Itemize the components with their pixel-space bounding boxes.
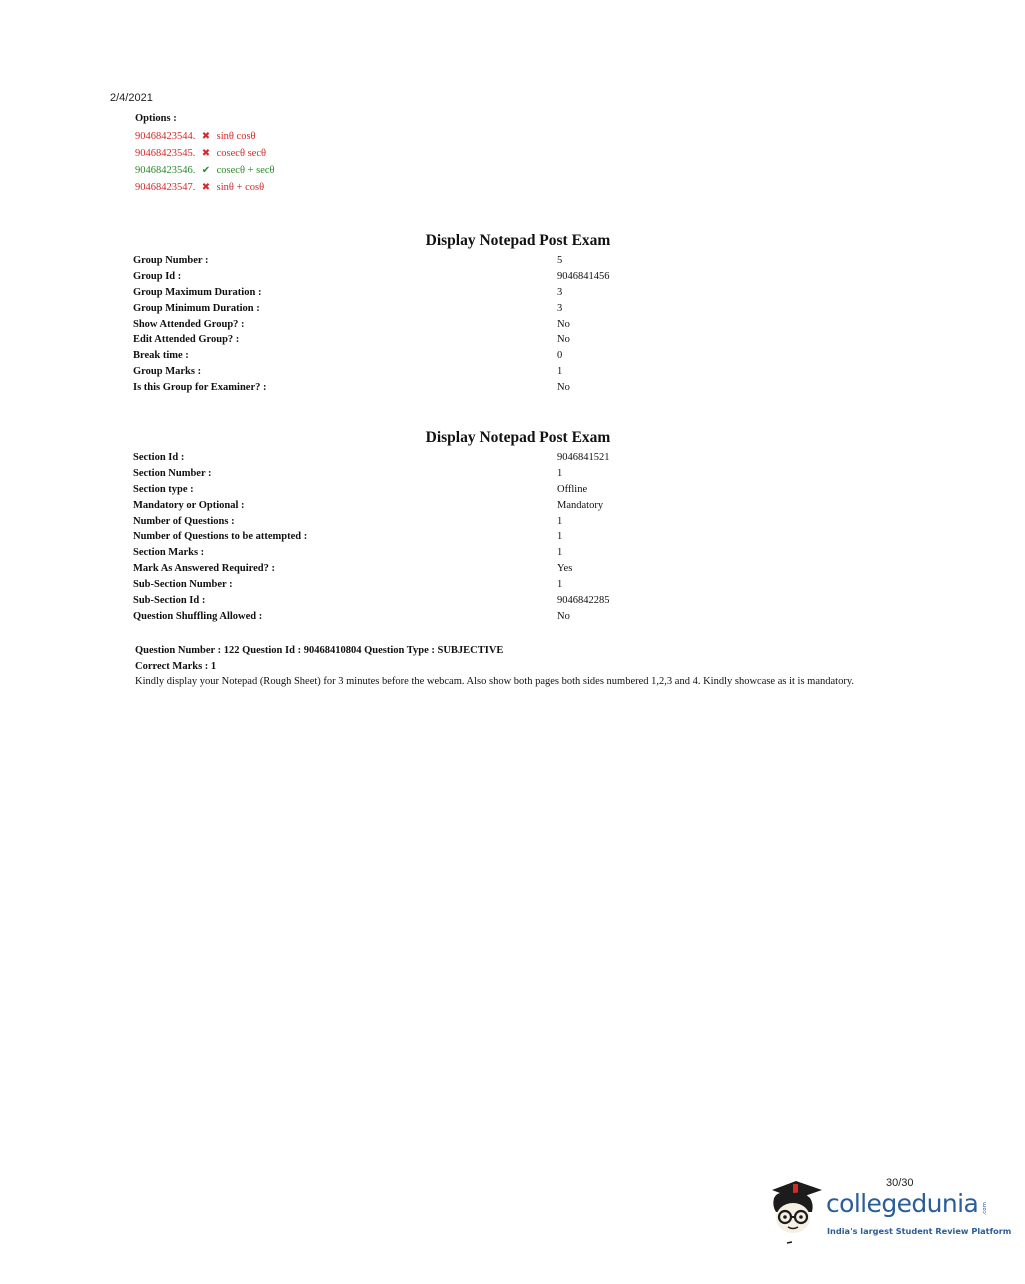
section-details <box>133 450 610 625</box>
options-heading: Options : <box>135 113 177 124</box>
section-row <box>133 561 573 577</box>
cross-icon: ✖ <box>201 148 211 159</box>
section-row <box>133 529 563 545</box>
group-label: Edit Attended Group? : <box>133 334 240 346</box>
section-row <box>133 577 563 593</box>
option-id: 90468423546. <box>135 165 196 176</box>
section-row <box>133 593 610 609</box>
group-row <box>133 253 563 269</box>
section-value: Yes <box>557 563 573 575</box>
section-label: Mark As Answered Required? : <box>133 563 275 575</box>
section-label: Section Marks : <box>133 547 205 559</box>
option-id: 90468423544. <box>135 131 196 142</box>
section-label: Sub-Section Id : <box>133 595 206 607</box>
section-title: Display Notepad Post Exam <box>425 429 611 446</box>
question-text: Kindly display your Notepad (Rough Sheet) for 3 minutes before the webcam. Also show both pages both sides numbered 1,2,3 and 4. Kindly showcase as it is mandatory. <box>135 676 855 687</box>
question-header: Question Number : 122 Question Id : 90468410804 Question Type : SUBJECTIVE <box>135 645 504 656</box>
question-block <box>135 643 880 688</box>
mascot-icon <box>766 1176 828 1248</box>
option-text: cosecθ secθ <box>216 148 267 159</box>
group-value: 9046841456 <box>557 270 610 282</box>
group-value: No <box>557 334 570 346</box>
brand-suffix: .com <box>982 1202 988 1216</box>
group-value: 3 <box>557 302 563 314</box>
section-value: 9046842285 <box>557 595 610 607</box>
group-details <box>133 253 610 396</box>
section-row <box>133 609 570 625</box>
section-value: 1 <box>557 467 563 479</box>
option-text: sinθ + cosθ <box>216 182 265 193</box>
group-row <box>133 317 570 333</box>
group-row <box>133 380 570 396</box>
option-item <box>135 145 275 162</box>
check-icon: ✔ <box>201 165 211 176</box>
group-value: No <box>557 382 570 394</box>
section-label: Section Id : <box>133 452 185 463</box>
section-value: 9046841521 <box>557 452 610 463</box>
section-label: Section Number : <box>133 467 212 479</box>
option-id: 90468423545. <box>135 148 196 159</box>
section-row <box>133 498 604 514</box>
options-block <box>135 113 275 196</box>
group-title: Display Notepad Post Exam <box>425 232 611 249</box>
group-row <box>133 285 563 301</box>
group-label: Group Id : <box>133 270 182 282</box>
group-row <box>133 269 610 285</box>
group-row <box>133 301 563 317</box>
section-row <box>133 545 563 561</box>
section-label: Section type : <box>133 483 194 495</box>
group-row <box>133 332 570 348</box>
group-row <box>133 364 563 380</box>
question-marks: Correct Marks : 1 <box>135 661 217 672</box>
group-label: Group Number : <box>133 255 209 266</box>
section-value: 1 <box>557 531 563 543</box>
group-label: Show Attended Group? : <box>133 318 245 330</box>
section-label: Question Shuffling Allowed : <box>133 610 263 622</box>
group-row <box>133 348 563 364</box>
group-label: Group Minimum Duration : <box>133 302 260 314</box>
section-value: 1 <box>557 547 563 559</box>
brand-tagline: India's largest Student Review Platform <box>827 1226 1012 1236</box>
section-row <box>133 514 563 530</box>
section-value: Mandatory <box>557 499 604 511</box>
option-item <box>135 179 275 196</box>
cross-icon: ✖ <box>201 131 211 142</box>
option-text: cosecθ + secθ <box>216 165 275 176</box>
section-value: 1 <box>557 579 563 591</box>
group-label: Is this Group for Examiner? : <box>133 382 267 394</box>
group-value: 5 <box>557 255 563 266</box>
section-value: Offline <box>557 483 588 495</box>
section-value: 1 <box>557 515 563 527</box>
section-value: No <box>557 610 570 622</box>
collegedunia-logo <box>766 1176 1012 1248</box>
option-item <box>135 128 275 145</box>
section-row <box>133 466 563 482</box>
group-label: Group Maximum Duration : <box>133 286 262 298</box>
section-row <box>133 450 610 466</box>
option-item-correct <box>135 162 275 179</box>
print-date: 2/4/2021 <box>110 92 153 104</box>
section-label: Sub-Section Number : <box>133 579 233 591</box>
group-label: Group Marks : <box>133 366 202 378</box>
group-value: 1 <box>557 366 563 378</box>
section-label: Number of Questions : <box>133 515 235 527</box>
page-number: 30/30 <box>886 1177 914 1189</box>
group-label: Break time : <box>133 350 189 362</box>
group-value: No <box>557 318 570 330</box>
cross-icon: ✖ <box>201 182 211 193</box>
group-value: 3 <box>557 286 563 298</box>
group-value: 0 <box>557 350 563 362</box>
option-id: 90468423547. <box>135 182 196 193</box>
section-label: Mandatory or Optional : <box>133 499 245 511</box>
brand-name: collegedunia <box>826 1189 979 1218</box>
section-row <box>133 482 588 498</box>
section-label: Number of Questions to be attempted : <box>133 531 308 543</box>
option-text: sinθ cosθ <box>216 131 256 142</box>
